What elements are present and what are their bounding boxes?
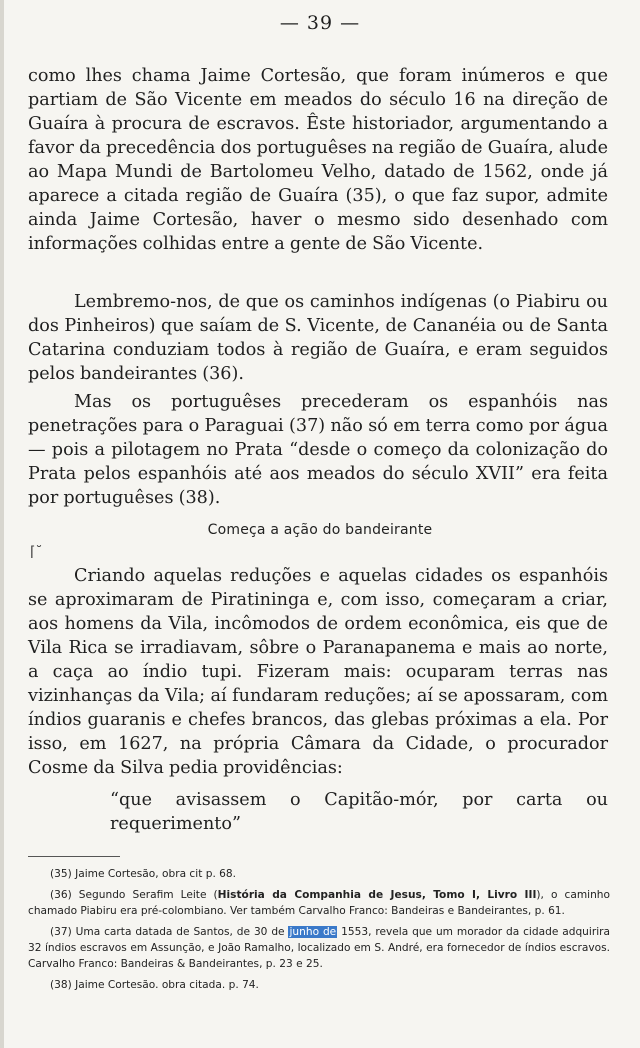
page-number: — 39 — xyxy=(279,12,361,34)
paragraph-4: Criando aquelas reduções e aquelas cidades os espanhóis se aproximaram de Piratininga e, com isso, começaram a criar, aos homens da Vila, incômodos de ordem econômica, eis que de Vila Rica se irradiavam, sôbre o Paranapanema e mais ao norte, a caça ao índio tupi. Fizeram mais: ocuparam terras nas vizinhanças da Vila; aí fundaram reduções; aí se apossaram, com índios guaranis e chefes brancos, das glebas próximas a ela. Por isso, em 1627, na própria Câmara da Cidade, o procurador Cosme da Silva pedia providências: xyxy=(28,566,608,778)
footnotes xyxy=(28,866,610,998)
footnote-36-title: História da Companhia de Jesus, Tomo I, Livro III xyxy=(217,889,537,901)
footnote-35: (35) Jaime Cortesão, obra cit p. 68. xyxy=(50,868,237,880)
footnote-36 xyxy=(28,887,610,919)
footnote-37-highlight: junho de xyxy=(289,926,337,938)
footnote-rule xyxy=(28,856,120,857)
footnote-37-text-b: 1553, revela que um morador da cidade adquirira 32 índios escravos em Assunção, e João Ramalho, localizado em S. André, era fornecedor de índios escravos. Carvalho Franco: Bandeiras & Bandeirantes, p. 23 e 25. xyxy=(28,926,610,970)
section-heading: Começa a ação do bandeirante xyxy=(207,522,433,538)
footnote-36-text-a: (36) Segundo Serafim Leite ( xyxy=(50,889,218,901)
paragraph-2: Lembremo-nos, de que os caminhos indígenas (o Piabiru ou dos Pinheiros) que saíam de S. Vicente, de Cananéia ou de Santa Catarina conduziam todos à região de Guaíra, e eram seguidos pelos bandeirantes (36). xyxy=(28,292,608,384)
footnote-37 xyxy=(28,924,610,972)
footnote-36-text-b: ), o caminho chamado Piabiru era pré-colombiano. Ver também Carvalho Franco: Bandeiras e Bandeirantes, p. 61. xyxy=(28,889,610,917)
block-quote: “que avisassem o Capitão-mór, por carta ou requerimento” xyxy=(110,790,608,834)
paragraph-3: Mas os portuguêses precederam os espanhóis nas penetrações para o Paraguai (37) não só em terra como por água — pois a pilotagem no Prata “desde o começo da colonização do Prata pelos espanhóis até aos meados do século XVII” era feita por portuguêses (38). xyxy=(28,392,608,508)
section-mark: ⌈˘ xyxy=(30,544,43,560)
paragraph-1: como lhes chama Jaime Cortesão, que foram inúmeros e que partiam de São Vicente em meados do século 16 na direção de Guaíra à procura de escravos. Êste historiador, argumentando a favor da precedência dos portuguêses na região de Guaíra, alude ao Mapa Mundi de Bartolomeu Velho, datado de 1562, onde já aparece a citada região de Guaíra (35), o que faz supor, admite ainda Jaime Cortesão, haver o mesmo sido desenhado com informações colhidas entre a gente de São Vicente. xyxy=(28,66,608,254)
footnote-38: (38) Jaime Cortesão. obra citada. p. 74. xyxy=(50,979,259,991)
footnote-37-text-a: (37) Uma carta datada de Santos, de 30 de xyxy=(50,926,289,938)
